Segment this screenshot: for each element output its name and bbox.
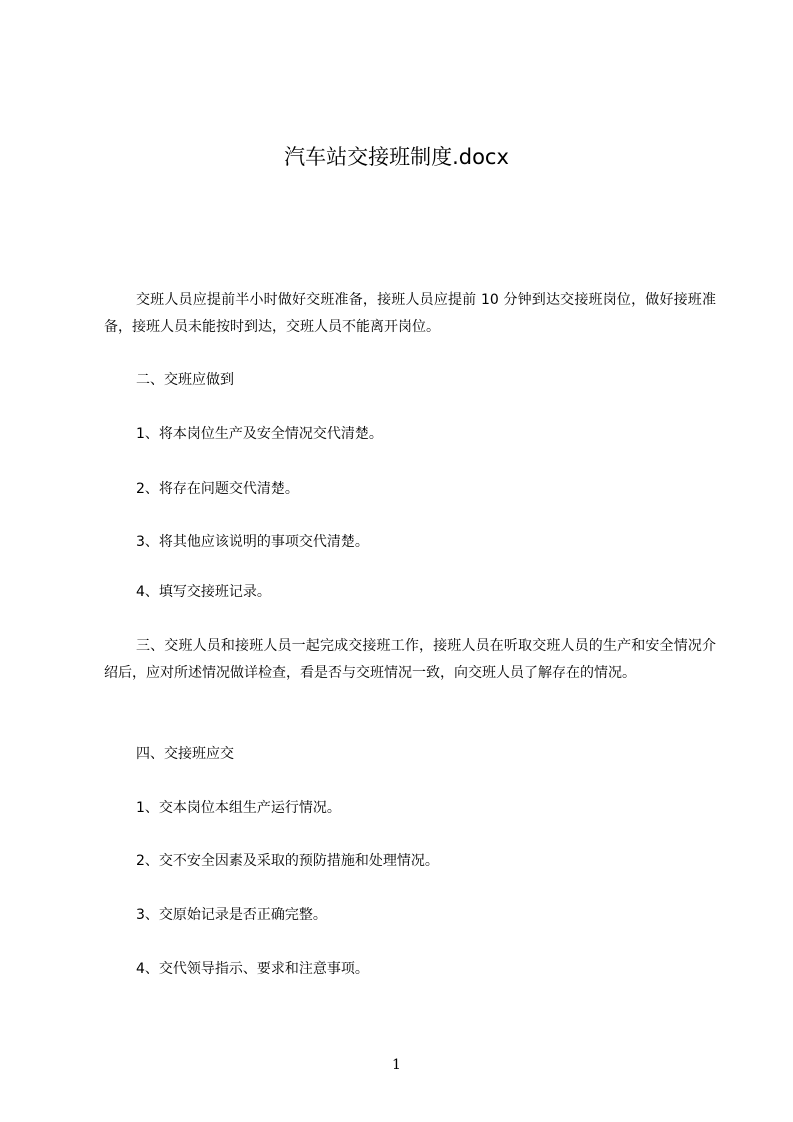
paragraph-section-3: 三、交班人员和接班人员一起完成交接班工作，接班人员在听取交班人员的生产和安全情况介绍后，应对所述情况做详检查，看是否与交班情况一致，向交班人员了解存在的情况。 xyxy=(104,638,716,681)
section-heading-2: 二、交班应做到 xyxy=(136,372,234,388)
list-item: 4、填写交接班记录。 xyxy=(136,584,271,600)
list-item: 3、交原始记录是否正确完整。 xyxy=(136,907,327,923)
list-item: 3、将其他应该说明的事项交代清楚。 xyxy=(136,534,369,550)
section-heading-4: 四、交接班应交 xyxy=(136,746,234,762)
list-item: 1、将本岗位生产及安全情况交代清楚。 xyxy=(136,426,383,442)
document-title: 汽车站交接班制度.docx xyxy=(284,145,509,169)
list-item: 2、将存在问题交代清楚。 xyxy=(136,481,299,497)
page-number: 1 xyxy=(392,1057,401,1073)
list-item: 4、交代领导指示、要求和注意事项。 xyxy=(136,961,369,977)
list-item: 2、交不安全因素及采取的预防措施和处理情况。 xyxy=(136,853,439,869)
paragraph-handover-preparation: 交班人员应提前半小时做好交班准备，接班人员应提前 10 分钟到达交接班岗位，做好接班准备，接班人员未能按时到达，交班人员不能离开岗位。 xyxy=(104,292,716,335)
list-item: 1、交本岗位本组生产运行情况。 xyxy=(136,800,341,816)
